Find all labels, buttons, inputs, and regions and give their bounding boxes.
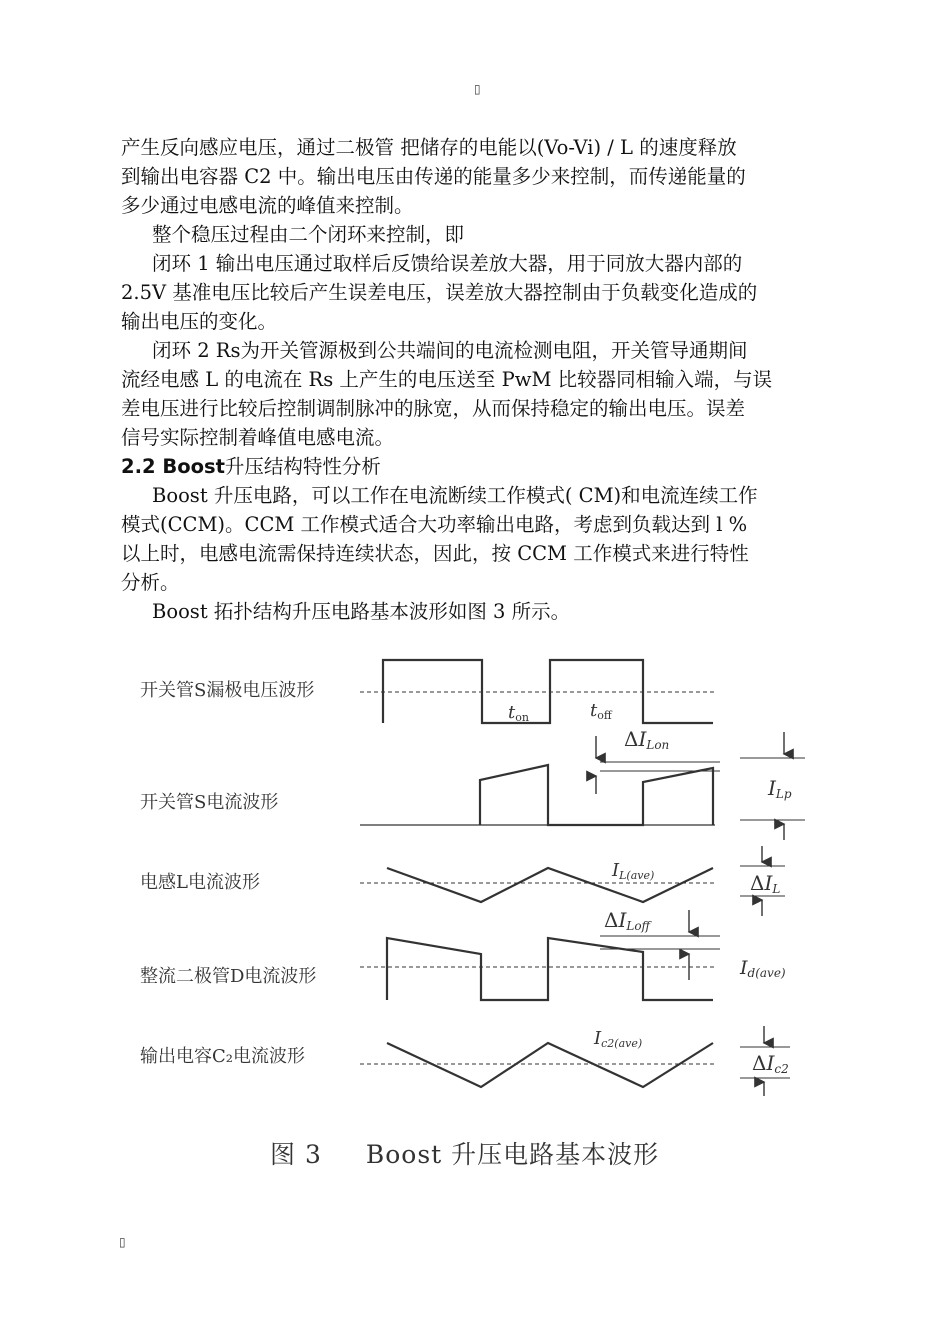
figure-caption [270,1135,703,1171]
paragraph-line: 2.5V 基准电压比较后产生误差电压，误差放大器控制由于负载变化造成的 [121,281,758,304]
row-label-diode-current: 整流二极管D电流波形 [140,966,317,987]
paragraph-line: 差电压进行比较后控制调制脉冲的脉宽，从而保持稳定的输出电压。误差 [121,397,746,420]
page-header-mark: ▯ [474,82,481,96]
paragraph-line: 模式(CCM)。CCM 工作模式适合大功率输出电路，考虑到负载达到 l % [121,513,748,536]
waveform-inductor-current [387,868,713,902]
body-text [121,133,833,626]
waveform-capacitor-current [387,1043,713,1087]
label-i-lp: ILp [768,776,792,801]
paragraph-line: 闭环 2 Rs为开关管源极到公共端间的电流检测电阻，开关管导通期间 [152,339,748,362]
page-footer-mark: ▯ [119,1235,126,1249]
label-delta-i-c2: ΔIc2 [752,1051,789,1076]
row-label-inductor-current: 电感L电流波形 [140,872,260,893]
paragraph-line: 以上时，电感电流需保持连续状态，因此，按 CCM 工作模式来进行特性 [121,542,749,565]
paragraph-line: 输出电压的变化。 [121,310,278,333]
paragraph-line: 整个稳压过程由二个闭环来控制，即 [152,223,465,246]
section-heading [121,452,833,481]
row-label-switch-current: 开关管S电流波形 [140,792,279,813]
waveform-diode-current [387,938,713,1000]
paragraph-line: 流经电感 L 的电流在 Rs 上产生的电压送至 PwM 比较器同相输入端，与误 [121,368,773,391]
paragraph-line: 多少通过电感电流的峰值来控制。 [121,194,414,217]
paragraph-line: 分析。 [121,571,180,594]
paragraph-line: 闭环 1 输出电压通过取样后反馈给误差放大器，用于同放大器内部的 [152,252,743,275]
label-delta-i-l: ΔIL [750,871,781,896]
section-title: 升压结构特性分析 [224,455,381,478]
row-label-capacitor-current: 输出电容C₂电流波形 [140,1046,305,1067]
paragraph-line: 到输出电容器 C2 中。输出电压由传递的能量多少来控制，而传递能量的 [121,165,746,188]
label-t-off: toff [590,700,612,722]
waveform-switch-current [480,765,713,825]
label-i-d-ave: Id(ave) [740,957,786,980]
figure-number: 图 3 [270,1140,322,1169]
figure-title: Boost 升压电路基本波形 [365,1140,660,1169]
label-i-c2-ave: Ic2(ave) [594,1028,643,1050]
paragraph-line: 产生反向感应电压，通过二极管 把储存的电能以(Vo-Vi) / L 的速度释放 [121,136,737,159]
section-number: 2.2 Boost [121,455,225,478]
label-t-on: ton [508,702,529,724]
paragraph-line: Boost 升压电路，可以工作在电流断续工作模式( CM)和电流连续工作 [152,484,758,507]
label-delta-i-loff: ΔILoff [604,908,651,933]
row-label-switch-voltage: 开关管S漏极电压波形 [140,680,315,701]
label-i-l-ave: IL(ave) [612,860,655,882]
paragraph-line: Boost 拓扑结构升压电路基本波形如图 3 所示。 [152,600,571,623]
boost-waveform-figure [0,640,950,1140]
label-delta-i-lon: ΔILon [624,727,670,752]
paragraph-line: 信号实际控制着峰值电感电流。 [121,426,395,449]
